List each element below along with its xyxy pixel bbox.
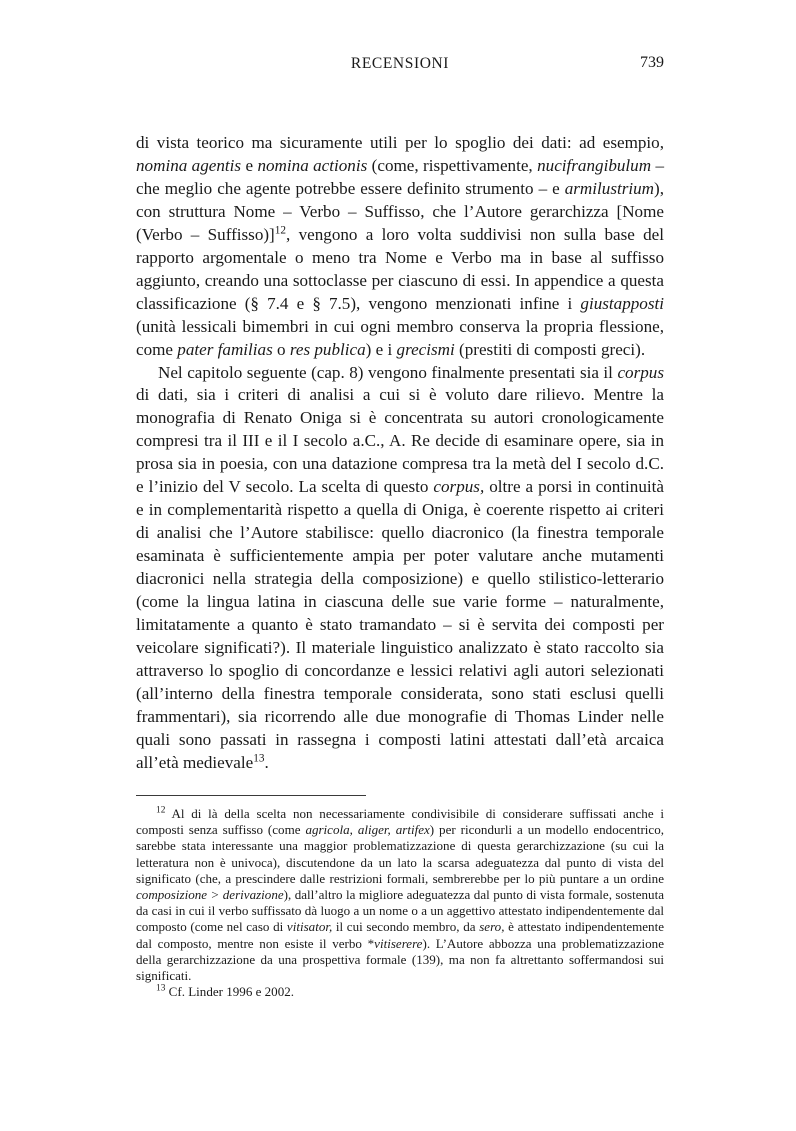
- text-run: e: [241, 155, 258, 175]
- footnote-block: [136, 806, 664, 1000]
- running-head: [136, 55, 664, 77]
- italic-run: grecismi: [396, 339, 455, 359]
- footnote-reference[interactable]: 12: [274, 224, 287, 237]
- text-run: Cf. Linder 1996 e 2002.: [168, 984, 295, 1000]
- italic-run: res publica: [289, 339, 366, 359]
- italic-run: nomina agentis: [136, 155, 242, 175]
- italic-run: vitiserere: [374, 935, 423, 951]
- italic-run: armilustrium: [564, 178, 655, 198]
- text-run: (come, rispettivamente,: [367, 155, 538, 175]
- text-run: (prestiti di composti greci).: [454, 339, 646, 359]
- footnote-reference[interactable]: 13: [253, 752, 265, 765]
- text-run: (unità lessicali bimembri in cui ogni membro conserva la propria flessione, come: [136, 316, 664, 359]
- italic-run: nucifrangibulum: [537, 155, 652, 175]
- italic-run: corpus,: [433, 477, 485, 497]
- text-run: ). L’Autore abbozza una problematizzazione della gerarchizzazione da una prospettiva formale (139), ma non fa altrettanto soffermandosi sui significati.: [136, 935, 664, 984]
- text-run: Al di là della scelta non necessariamente condivisibile di considerare suffissati anche i composti senza suffisso (come: [136, 806, 665, 838]
- text-run: – che meglio che agente potrebbe essere definito strumento – e: [136, 155, 665, 198]
- footnote: [136, 984, 664, 1000]
- footnote-marker: 13: [156, 983, 166, 994]
- text-run: ), con struttura Nome – Verbo – Suffisso, che l’Autore gerarchizza [Nome (Verbo – Suffisso)]: [136, 178, 664, 244]
- text-run: ) e i: [365, 339, 397, 359]
- text-run: di vista teorico ma sicuramente utili per lo spoglio dei dati: ad esempio,: [136, 133, 664, 152]
- italic-run: agricola, aliger, artifex: [305, 822, 430, 838]
- italic-run: nomina actionis: [257, 155, 368, 175]
- footnote-marker: 12: [156, 805, 166, 816]
- text-run: Nel capitolo seguente (cap. 8) vengono finalmente presentati sia il: [158, 362, 618, 382]
- text-run: .: [264, 752, 269, 772]
- text-run: è attestato indipendentemente dal composto, mentre non esiste il verbo *: [136, 919, 664, 951]
- italic-run: sero,: [479, 919, 505, 935]
- italic-run: giustapposti: [580, 293, 664, 313]
- body-paragraph: [136, 362, 664, 775]
- text-run: ) per ricondurli a un modello endocentrico, sarebbe stata interessante una maggior problematizzazione di questa gerarchizzazione (su cui la letteratura non è univoca), discutendone da un lato la scarsa adeguatezza dal punto di vista del significato (che, a prescindere dalle restrizioni formali, sembrerebbe per lo più puntare a un ordine: [136, 822, 664, 886]
- text-run: oltre a porsi in continuità e in complementarità rispetto a quella di Oniga, è coerente rispetto ai criteri di analisi che l’Autore stabilisce: quello diacronico (la finestra temporale esaminata è sufficientemente ampia per poter valutare anche mutamenti diacronici nella strategia della composizione) e quello stilistico-letterario (come la lingua latina in ciascuna delle sue varie forme – naturalmente, limitatamente a quanto è stato tramandato – si è servita dei composti per veicolare significati?). Il materiale linguistico analizzato è stato raccolto sia attraverso lo spoglio di concordanze e lessici relativi agli autori selezionati (all’interno della finestra temporale considerata, sono stati esclusi quelli frammentari), sia ricorrendo alle due monografie di Thomas Linder nelle quali sono passati in rassegna i composti latini attestati dall’età arcaica all’età medievale: [136, 477, 664, 772]
- italic-run: vitisator,: [286, 919, 333, 935]
- main-text-block: [136, 132, 664, 775]
- italic-run: pater familias: [177, 339, 273, 359]
- page-number: 739: [640, 54, 664, 71]
- footnote-separator-rule: [136, 795, 366, 796]
- footnote: [136, 806, 664, 984]
- running-head-title: RECENSIONI: [350, 55, 450, 72]
- text-run: di dati, sia i criteri di analisi a cui si è voluto dare rilievo. Mentre la monografia di Renato Oniga si è concentrata su autori cronologicamente compresi tra il III e il I secolo a.C., A. Re decide di esaminare opere, sia in prosa sia in poesia, con una datazione compresa tra la metà del I secolo d.C. e l’inizio del V secolo. La scelta di questo: [136, 385, 664, 497]
- text-run: o: [272, 339, 290, 359]
- body-paragraph: [136, 132, 664, 362]
- text-run: il cui secondo membro, da: [332, 919, 480, 935]
- text-run: , vengono a loro volta suddivisi non sulla base del rapporto argomentale o meno tra Nome e Verbo ma in base al suffisso aggiunto, creando una sottoclasse per ciascuno di essi. In appendice a questa classificazione (§ 7.4 e § 7.5), vengono menzionati infine i: [136, 224, 664, 313]
- italic-run: composizione > derivazione: [136, 887, 284, 903]
- text-run: ), dall’altro la migliore adeguatezza dal punto di vista formale, sostenuta da casi in cui il verbo suffissato dà luogo a un nome o a un aggettivo attestato indipendentemente dal composto (come nel caso di: [136, 887, 664, 935]
- italic-run: corpus: [617, 362, 664, 382]
